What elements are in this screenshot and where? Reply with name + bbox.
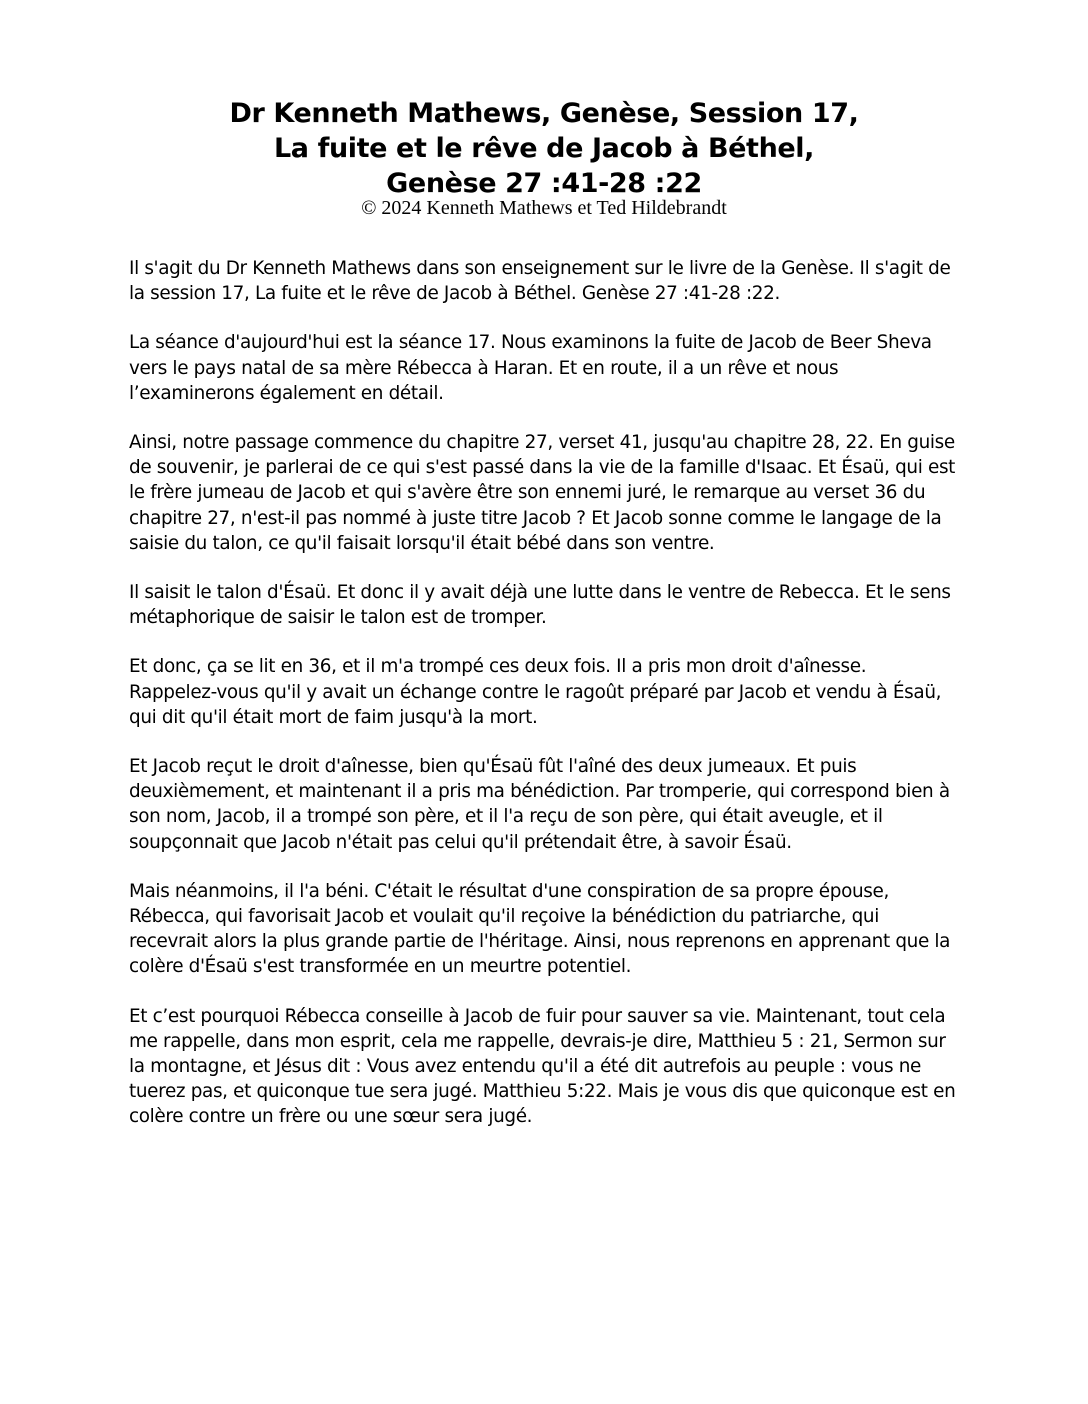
- body-text: [129, 256, 959, 1154]
- paragraph: Mais néanmoins, il l'a béni. C'était le résultat d'une conspiration de sa propre épouse, Rébecca, qui favorisait Jacob et voulait qu'il reçoive la bénédiction du patriarche, qui recevrait alors la plus grande partie de l'héritage. Ainsi, nous reprenons en apprenant que la colère d'Ésaü s'est transformée en un meurtre potentiel.: [129, 880, 951, 978]
- title-line-3: Genèse 27 :41-28 :22: [386, 168, 702, 199]
- paragraph: Il s'agit du Dr Kenneth Mathews dans son enseignement sur le livre de la Genèse. Il s'agit de la session 17, La fuite et le rêve de Jacob à Béthel. Genèse 27 :41-28 :22.: [129, 258, 951, 305]
- paragraph: Il saisit le talon d'Ésaü. Et donc il y avait déjà une lutte dans le ventre de Rebecca. Et le sens métaphorique de saisir le talon est de tromper.: [129, 582, 951, 629]
- title-line-1: Dr Kenneth Mathews, Genèse, Session 17,: [229, 98, 859, 129]
- paragraph: Et donc, ça se lit en 36, et il m'a trompé ces deux fois. Il a pris mon droit d'aînesse. Rappelez-vous qu'il y avait un échange contre le ragoût préparé par Jacob et vendu à Ésaü, qui dit qu'il était mort de faim jusqu'à la mort.: [129, 656, 942, 728]
- title-block: [0, 96, 1088, 219]
- title-line-2: La fuite et le rêve de Jacob à Béthel,: [273, 133, 815, 164]
- paragraph: Et c’est pourquoi Rébecca conseille à Jacob de fuir pour sauver sa vie. Maintenant, tout cela me rappelle, dans mon esprit, cela me rappelle, devrais-je dire, Matthieu 5 : 21, Sermon sur la montagne, et Jésus dit : Vous avez entendu qu'il a été dit autrefois au peuple : vous ne tuerez pas, et quiconque tue sera jugé. Matthieu 5:22. Mais je vous dis que quiconque est en colère contre un frère ou une sœur sera jugé.: [129, 1005, 956, 1128]
- paragraph: Ainsi, notre passage commence du chapitre 27, verset 41, jusqu'au chapitre 28, 22. En guise de souvenir, je parlerai de ce qui s'est passé dans la vie de la famille d'Isaac. Et Ésaü, qui est le frère jumeau de Jacob et qui s'avère être son ennemi juré, le remarque au verset 36 du chapitre 27, n'est-il pas nommé à juste titre Jacob ? Et Jacob sonne comme le langage de la saisie du talon, ce qu'il faisait lorsqu'il était bébé dans son ventre.: [129, 432, 956, 554]
- copyright-line: © 2024 Kenneth Mathews et Ted Hildebrandt: [361, 197, 727, 219]
- paragraph: Et Jacob reçut le droit d'aînesse, bien qu'Ésaü fût l'aîné des deux jumeaux. Et puis deuxièmement, et maintenant il a pris ma bénédiction. Par tromperie, qui correspond bien à son nom, Jacob, il a trompé son père, et il l'a reçu de son père, qui était aveugle, et il soupçonnait que Jacob n'était pas celui qu'il prétendait être, à savoir Ésaü.: [129, 756, 950, 853]
- paragraph: La séance d'aujourd'hui est la séance 17. Nous examinons la fuite de Jacob de Beer Sheva vers le pays natal de sa mère Rébecca à Haran. Et en route, il a un rêve et nous l’examinerons également en détail.: [129, 332, 932, 404]
